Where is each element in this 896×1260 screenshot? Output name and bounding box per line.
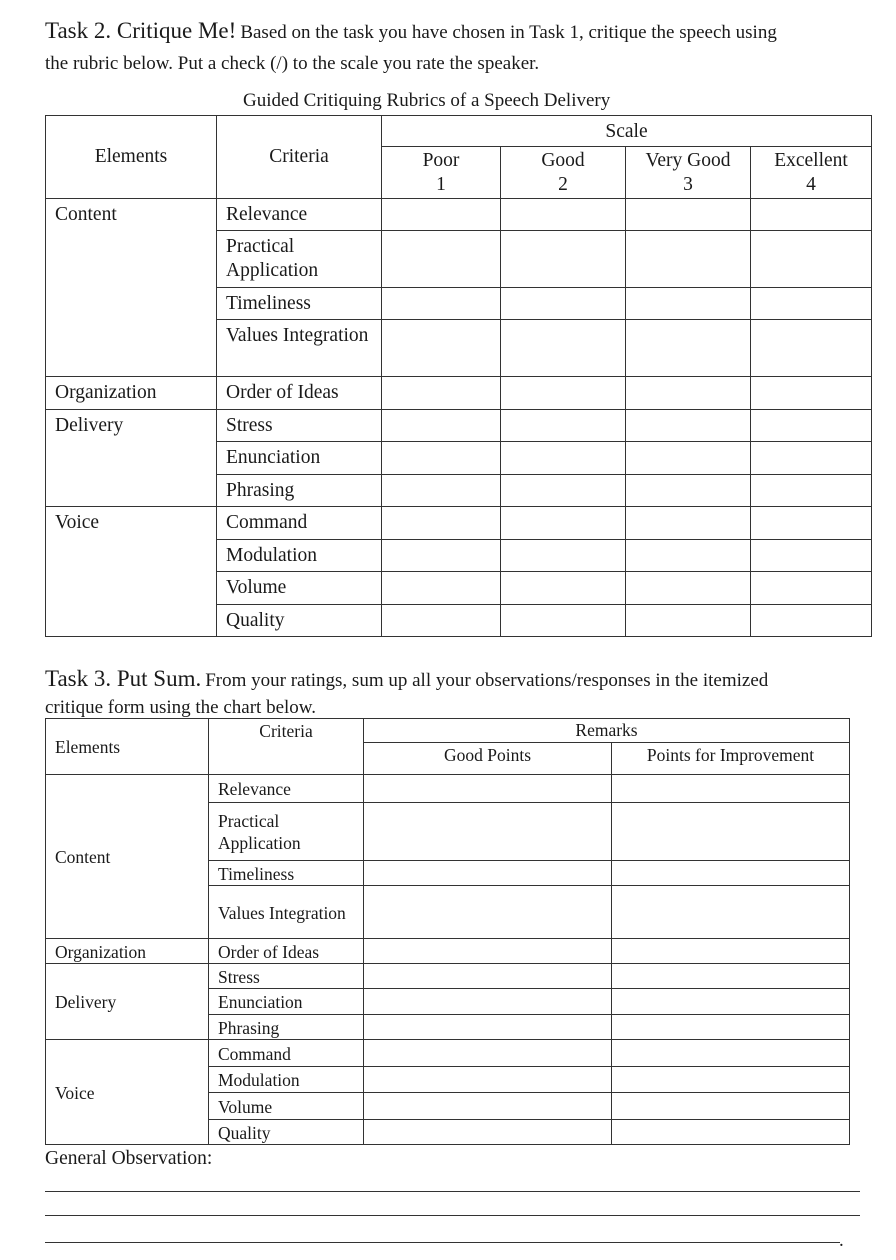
table-row	[46, 964, 850, 989]
improvement-cell[interactable]	[612, 1120, 850, 1145]
criteria-stress: Stress	[217, 410, 382, 442]
rating-cell[interactable]	[751, 442, 872, 475]
rating-cell[interactable]	[626, 540, 751, 572]
table-row	[46, 199, 872, 231]
rating-cell[interactable]	[751, 605, 872, 637]
rubric-header-criteria: Criteria	[217, 116, 382, 199]
rating-cell[interactable]	[501, 377, 626, 410]
rubric-header-scale: Scale	[382, 116, 872, 147]
improvement-cell[interactable]	[612, 803, 850, 861]
good-points-cell[interactable]	[364, 1040, 612, 1067]
criteria-command: Command	[217, 507, 382, 540]
criteria-phrasing: Phrasing	[217, 475, 382, 507]
rating-cell[interactable]	[501, 475, 626, 507]
rating-cell[interactable]	[751, 410, 872, 442]
rating-cell[interactable]	[626, 475, 751, 507]
table-row	[46, 939, 850, 964]
element-delivery: Delivery	[46, 410, 217, 507]
rubric-header-elements: Elements	[46, 116, 217, 199]
criteria-relevance: Relevance	[217, 199, 382, 231]
rating-cell[interactable]	[626, 442, 751, 475]
rating-cell[interactable]	[501, 605, 626, 637]
rating-cell[interactable]	[626, 377, 751, 410]
rubric-header-row	[46, 116, 872, 147]
rating-cell[interactable]	[626, 320, 751, 377]
rating-cell[interactable]	[382, 540, 501, 572]
summary-criteria-timeliness: Timeliness	[209, 861, 364, 886]
criteria-order-of-ideas: Order of Ideas	[217, 377, 382, 410]
task2-instruction-2: the rubric below. Put a check (/) to the scale you rate the speaker.	[45, 53, 540, 74]
observation-line-2[interactable]	[45, 1215, 860, 1216]
rating-cell[interactable]	[501, 540, 626, 572]
scale-very-good-label: Very Good	[645, 150, 731, 171]
rating-cell[interactable]	[382, 507, 501, 540]
summary-criteria-enunciation: Enunciation	[209, 989, 364, 1015]
scale-good	[501, 147, 626, 199]
observation-line-3[interactable]	[45, 1242, 840, 1243]
rating-cell[interactable]	[501, 199, 626, 231]
summary-criteria-order-of-ideas: Order of Ideas	[209, 939, 364, 964]
improvement-cell[interactable]	[612, 1067, 850, 1093]
good-points-cell[interactable]	[364, 1015, 612, 1040]
rating-cell[interactable]	[501, 442, 626, 475]
good-points-cell[interactable]	[364, 989, 612, 1015]
element-organization: Organization	[46, 377, 217, 410]
criteria-volume: Volume	[217, 572, 382, 605]
rating-cell[interactable]	[751, 475, 872, 507]
rating-cell[interactable]	[382, 288, 501, 320]
task2-title: Task 2. Critique Me!	[45, 18, 237, 43]
scale-very-good-value: 3	[683, 174, 693, 195]
summary-header-good-points: Good Points	[364, 743, 612, 775]
improvement-cell[interactable]	[612, 886, 850, 939]
rating-cell[interactable]	[382, 442, 501, 475]
summary-table	[45, 718, 850, 1145]
criteria-quality: Quality	[217, 605, 382, 637]
scale-good-value: 2	[558, 174, 568, 195]
improvement-cell[interactable]	[612, 1040, 850, 1067]
scale-poor-value: 1	[436, 174, 446, 195]
table-row	[46, 507, 872, 540]
good-points-cell[interactable]	[364, 803, 612, 861]
summary-criteria-values-integration: Values Integration	[209, 886, 364, 939]
good-points-cell[interactable]	[364, 964, 612, 989]
improvement-cell[interactable]	[612, 1093, 850, 1120]
rating-cell[interactable]	[626, 199, 751, 231]
element-content: Content	[46, 199, 217, 377]
good-points-cell[interactable]	[364, 939, 612, 964]
summary-header-improvement: Points for Improvement	[612, 743, 850, 775]
rating-cell[interactable]	[501, 572, 626, 605]
scale-poor	[382, 147, 501, 199]
good-points-cell[interactable]	[364, 1093, 612, 1120]
scale-poor-label: Poor	[422, 150, 460, 171]
rating-cell[interactable]	[626, 605, 751, 637]
table-row	[46, 377, 872, 410]
scale-excellent	[751, 147, 872, 199]
summary-criteria-phrasing: Phrasing	[209, 1015, 364, 1040]
task3-heading	[45, 664, 875, 719]
rating-cell[interactable]	[751, 540, 872, 572]
table-row	[46, 1040, 850, 1067]
summary-element-delivery: Delivery	[46, 964, 209, 1040]
rating-cell[interactable]	[751, 288, 872, 320]
table-row	[46, 775, 850, 803]
criteria-values-integration: Values Integration	[217, 320, 382, 377]
criteria-enunciation: Enunciation	[217, 442, 382, 475]
task3-instruction-2: critique form using the chart below.	[45, 697, 317, 718]
rating-cell[interactable]	[751, 377, 872, 410]
improvement-cell[interactable]	[612, 989, 850, 1015]
observation-end-period: .	[839, 1230, 844, 1251]
criteria-timeliness: Timeliness	[217, 288, 382, 320]
rating-cell[interactable]	[626, 507, 751, 540]
rating-cell[interactable]	[382, 320, 501, 377]
summary-header-elements: Elements	[46, 719, 209, 775]
rubric-caption: Guided Critiquing Rubrics of a Speech Delivery	[243, 90, 611, 111]
improvement-cell[interactable]	[612, 939, 850, 964]
rating-cell[interactable]	[751, 320, 872, 377]
summary-criteria-volume: Volume	[209, 1093, 364, 1120]
scale-excellent-label: Excellent	[774, 150, 848, 171]
summary-criteria-quality: Quality	[209, 1120, 364, 1145]
rating-cell[interactable]	[626, 572, 751, 605]
scale-excellent-value: 4	[806, 174, 816, 195]
summary-header-criteria: Criteria	[209, 719, 364, 775]
rating-cell[interactable]	[501, 320, 626, 377]
table-row	[46, 410, 872, 442]
rating-cell[interactable]	[501, 231, 626, 288]
summary-criteria-stress: Stress	[209, 964, 364, 989]
summary-header-remarks: Remarks	[364, 719, 850, 743]
summary-element-organization: Organization	[46, 939, 209, 964]
rating-cell[interactable]	[382, 231, 501, 288]
rating-cell[interactable]	[501, 288, 626, 320]
task2-instruction-1: Based on the task you have chosen in Task 1, critique the speech using	[240, 22, 777, 43]
rating-cell[interactable]	[751, 231, 872, 288]
rating-cell[interactable]	[751, 572, 872, 605]
rating-cell[interactable]	[751, 507, 872, 540]
task3-title: Task 3. Put Sum.	[45, 666, 202, 691]
rating-cell[interactable]	[382, 410, 501, 442]
summary-criteria-command: Command	[209, 1040, 364, 1067]
criteria-practical-application: Practical Application	[217, 231, 382, 288]
rating-cell[interactable]	[626, 288, 751, 320]
rubric-table	[45, 115, 872, 637]
improvement-cell[interactable]	[612, 1015, 850, 1040]
rating-cell[interactable]	[626, 231, 751, 288]
rating-cell[interactable]	[626, 410, 751, 442]
element-voice: Voice	[46, 507, 217, 637]
scale-very-good	[626, 147, 751, 199]
improvement-cell[interactable]	[612, 861, 850, 886]
scale-good-label: Good	[541, 150, 585, 171]
improvement-cell[interactable]	[612, 964, 850, 989]
criteria-modulation: Modulation	[217, 540, 382, 572]
improvement-cell[interactable]	[612, 775, 850, 803]
rating-cell[interactable]	[501, 410, 626, 442]
summary-header-row	[46, 719, 850, 743]
summary-criteria-relevance: Relevance	[209, 775, 364, 803]
good-points-cell[interactable]	[364, 861, 612, 886]
rating-cell[interactable]	[382, 572, 501, 605]
summary-element-voice: Voice	[46, 1040, 209, 1145]
summary-element-content: Content	[46, 775, 209, 939]
good-points-cell[interactable]	[364, 1120, 612, 1145]
observation-line-1[interactable]	[45, 1191, 860, 1192]
rating-cell[interactable]	[382, 199, 501, 231]
good-points-cell[interactable]	[364, 1067, 612, 1093]
rating-cell[interactable]	[382, 377, 501, 410]
rating-cell[interactable]	[751, 199, 872, 231]
task2-heading	[45, 16, 875, 79]
summary-criteria-practical-application: Practical Application	[209, 803, 364, 861]
task3-instruction-1: From your ratings, sum up all your observations/responses in the itemized	[205, 670, 769, 691]
summary-criteria-modulation: Modulation	[209, 1067, 364, 1093]
good-points-cell[interactable]	[364, 775, 612, 803]
rating-cell[interactable]	[501, 507, 626, 540]
general-observation-label: General Observation:	[45, 1148, 213, 1169]
good-points-cell[interactable]	[364, 886, 612, 939]
rating-cell[interactable]	[382, 475, 501, 507]
rating-cell[interactable]	[382, 605, 501, 637]
